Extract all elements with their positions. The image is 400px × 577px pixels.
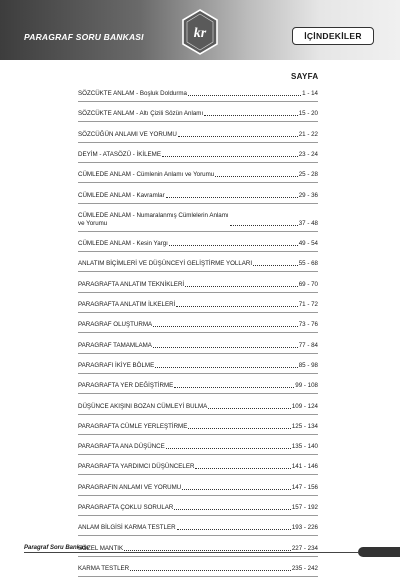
toc-entry-title: PARAGRAFTA ÇOKLU SORULAR	[78, 504, 174, 511]
dot-leader	[153, 326, 298, 327]
toc-entry-pages: 141 - 146	[291, 463, 318, 471]
toc-entry-pages: 15 - 20	[298, 110, 318, 118]
book-title: PARAGRAF SORU BANKASI	[24, 32, 144, 42]
dot-leader	[124, 550, 291, 551]
toc-separator	[78, 434, 318, 435]
dot-leader	[155, 367, 298, 368]
toc-entry-pages: 147 - 156	[291, 483, 318, 491]
toc-entry-pages: 135 - 140	[291, 443, 318, 451]
toc-entry	[78, 463, 318, 471]
dot-leader	[169, 245, 298, 246]
toc-entry-title: ANLAM BİLGİSİ KARMA TESTLER	[78, 524, 176, 532]
toc-entry-pages: 85 - 98	[298, 361, 318, 369]
toc-entry	[78, 301, 318, 309]
dot-leader	[253, 265, 298, 266]
toc-separator	[78, 332, 318, 333]
toc-entry-pages: 73 - 76	[298, 321, 318, 329]
toc-entry	[78, 281, 318, 289]
toc-entry-pages: 71 - 72	[298, 301, 318, 308]
dot-leader	[162, 156, 298, 157]
toc-entry-title: CÜMLEDE ANLAM - Kesin Yargı	[78, 240, 168, 248]
dot-leader	[185, 286, 298, 287]
toc-separator	[78, 101, 318, 102]
toc-entry-pages: 21 - 22	[298, 130, 318, 138]
dot-leader	[130, 570, 291, 571]
kr-logo-icon	[181, 9, 219, 55]
footer-page-tab	[358, 547, 400, 557]
contents-label: İÇİNDEKİLER	[292, 27, 374, 45]
toc-entry-title: SÖZEL MANTIK	[78, 544, 124, 552]
toc-separator	[78, 251, 318, 252]
toc-entry-pages: 23 - 24	[298, 150, 318, 158]
toc-entry-pages: 1 - 14	[302, 90, 318, 97]
dot-leader	[230, 225, 298, 226]
svg-text:kr: kr	[193, 26, 207, 41]
toc-entry-title: PARAGRAF TAMAMLAMA	[78, 341, 152, 349]
toc-separator	[78, 373, 318, 374]
toc-entry	[78, 192, 318, 200]
dot-leader	[153, 347, 298, 348]
toc-entry-title: PARAGRAFTA ANLATIM İLKELERİ	[78, 301, 176, 308]
dot-leader	[204, 115, 298, 116]
toc-entry	[78, 151, 318, 159]
toc-entry-title: DÜŞÜNCE AKIŞINI BOZAN CÜMLEYİ BULMA	[78, 402, 208, 410]
toc-entry-pages: 29 - 36	[298, 191, 318, 199]
toc-separator	[78, 182, 318, 183]
dot-leader	[166, 448, 291, 449]
footer-book-title: Paragraf Soru Bankası	[24, 545, 89, 551]
toc-separator	[78, 474, 318, 475]
toc-entry-pages: 25 - 28	[298, 171, 318, 179]
toc-entry-title: PARAGRAFTA YARDIMCI DÜŞÜNCELER	[78, 463, 195, 471]
toc-entry-title: SÖZCÜĞÜN ANLAMI VE YORUMU	[78, 130, 177, 138]
dot-leader	[176, 306, 297, 307]
toc-separator	[78, 454, 318, 455]
toc-separator	[78, 414, 318, 415]
dot-leader	[174, 387, 294, 388]
toc-entry-pages: 55 - 68	[298, 260, 318, 268]
dot-leader	[215, 176, 298, 177]
toc-entry	[78, 443, 318, 451]
toc-separator	[78, 515, 318, 516]
page-header	[0, 0, 400, 60]
toc-entry-pages: 99 - 108	[295, 382, 318, 390]
toc-entry	[78, 342, 318, 350]
toc-separator	[78, 393, 318, 394]
toc-entry-pages: 157 - 192	[291, 504, 318, 511]
toc-entry	[78, 171, 318, 179]
toc-entry-title: PARAGRAFTA ANLATIM TEKNİKLERİ	[78, 280, 185, 288]
toc-entry	[78, 362, 318, 370]
dot-leader	[174, 509, 290, 510]
toc-separator	[78, 121, 318, 122]
toc-separator	[78, 162, 318, 163]
toc-entry-pages: 227 - 234	[291, 544, 318, 552]
toc-entry-title: PARAGRAFTA ANA DÜŞÜNCE	[78, 443, 165, 451]
toc-entry-title: SÖZCÜKTE ANLAM - Boşluk Doldurma	[78, 90, 187, 97]
page-column-header: SAYFA	[291, 72, 319, 81]
toc-entry-pages: 49 - 54	[298, 240, 318, 248]
toc-entry	[78, 524, 318, 532]
toc-entry-title: PARAGRAFTA CÜMLE YERLEŞTİRME	[78, 422, 188, 430]
toc-entry-title: SÖZCÜKTE ANLAM - Altı Çizili Sözün Anlamı	[78, 110, 204, 118]
toc-entry-title: KARMA TESTLER	[78, 564, 130, 572]
toc-separator	[78, 231, 318, 232]
toc-entry-pages: 77 - 84	[298, 341, 318, 349]
toc-entry	[78, 382, 318, 390]
toc-entry	[78, 131, 318, 139]
toc-entry-pages: 235 - 242	[291, 564, 318, 572]
toc-entry	[78, 110, 318, 118]
toc-separator	[78, 292, 318, 293]
toc-entry-pages: 109 - 124	[291, 402, 318, 410]
toc-entry-title: PARAGRAFI İKİYE BÖLME	[78, 361, 155, 369]
toc-entry-title: CÜMLEDE ANLAM - Numaralanmış Cümlelerin Anlamı ve Yorumu	[78, 211, 229, 227]
toc-entry-title: PARAGRAFIN ANLAMI VE YORUMU	[78, 483, 182, 491]
dot-leader	[208, 408, 291, 409]
dot-leader	[177, 529, 291, 530]
toc-entry-title: PARAGRAF OLUŞTURMA	[78, 321, 153, 329]
dot-leader	[178, 136, 298, 137]
dot-leader	[166, 197, 298, 198]
toc-separator	[78, 203, 318, 204]
dot-leader	[182, 489, 291, 490]
dot-leader	[188, 95, 301, 96]
toc-entry	[78, 260, 318, 268]
toc-entry	[78, 565, 318, 573]
toc-entry-pages: 193 - 226	[291, 524, 318, 532]
toc-entry	[78, 321, 318, 329]
toc-entry-title: DEYİM - ATASÖZÜ - İKİLEME	[78, 150, 161, 158]
toc-separator	[78, 271, 318, 272]
toc-separator	[78, 312, 318, 313]
toc-entry-pages: 125 - 134	[291, 422, 318, 430]
toc-entry	[78, 240, 318, 248]
toc-separator	[78, 353, 318, 354]
toc-separator	[78, 495, 318, 496]
toc-entry-title: CÜMLEDE ANLAM - Kavramlar	[78, 191, 165, 199]
toc-entry	[78, 212, 318, 228]
toc-separator	[78, 556, 318, 557]
toc-entry	[78, 403, 318, 411]
dot-leader	[188, 428, 291, 429]
toc-entry	[78, 423, 318, 431]
dot-leader	[195, 468, 290, 469]
toc-entry-pages: 69 - 70	[298, 280, 318, 288]
toc-entry-title: ANLATIM BİÇİMLERİ VE DÜŞÜNCEYİ GELİŞTİRME YOLLARI	[78, 260, 253, 268]
toc-entry-pages: 37 - 48	[298, 219, 318, 227]
footer-divider	[24, 552, 358, 553]
toc-separator	[78, 142, 318, 143]
toc-entry	[78, 504, 318, 512]
toc-entry-title: CÜMLEDE ANLAM - Cümlenin Anlamı ve Yorumu	[78, 171, 215, 179]
toc-separator	[78, 535, 318, 536]
toc-entry	[78, 484, 318, 492]
toc-entry	[78, 90, 318, 98]
toc-entry-title: PARAGRAFTA YER DEĞİŞTİRME	[78, 382, 174, 390]
